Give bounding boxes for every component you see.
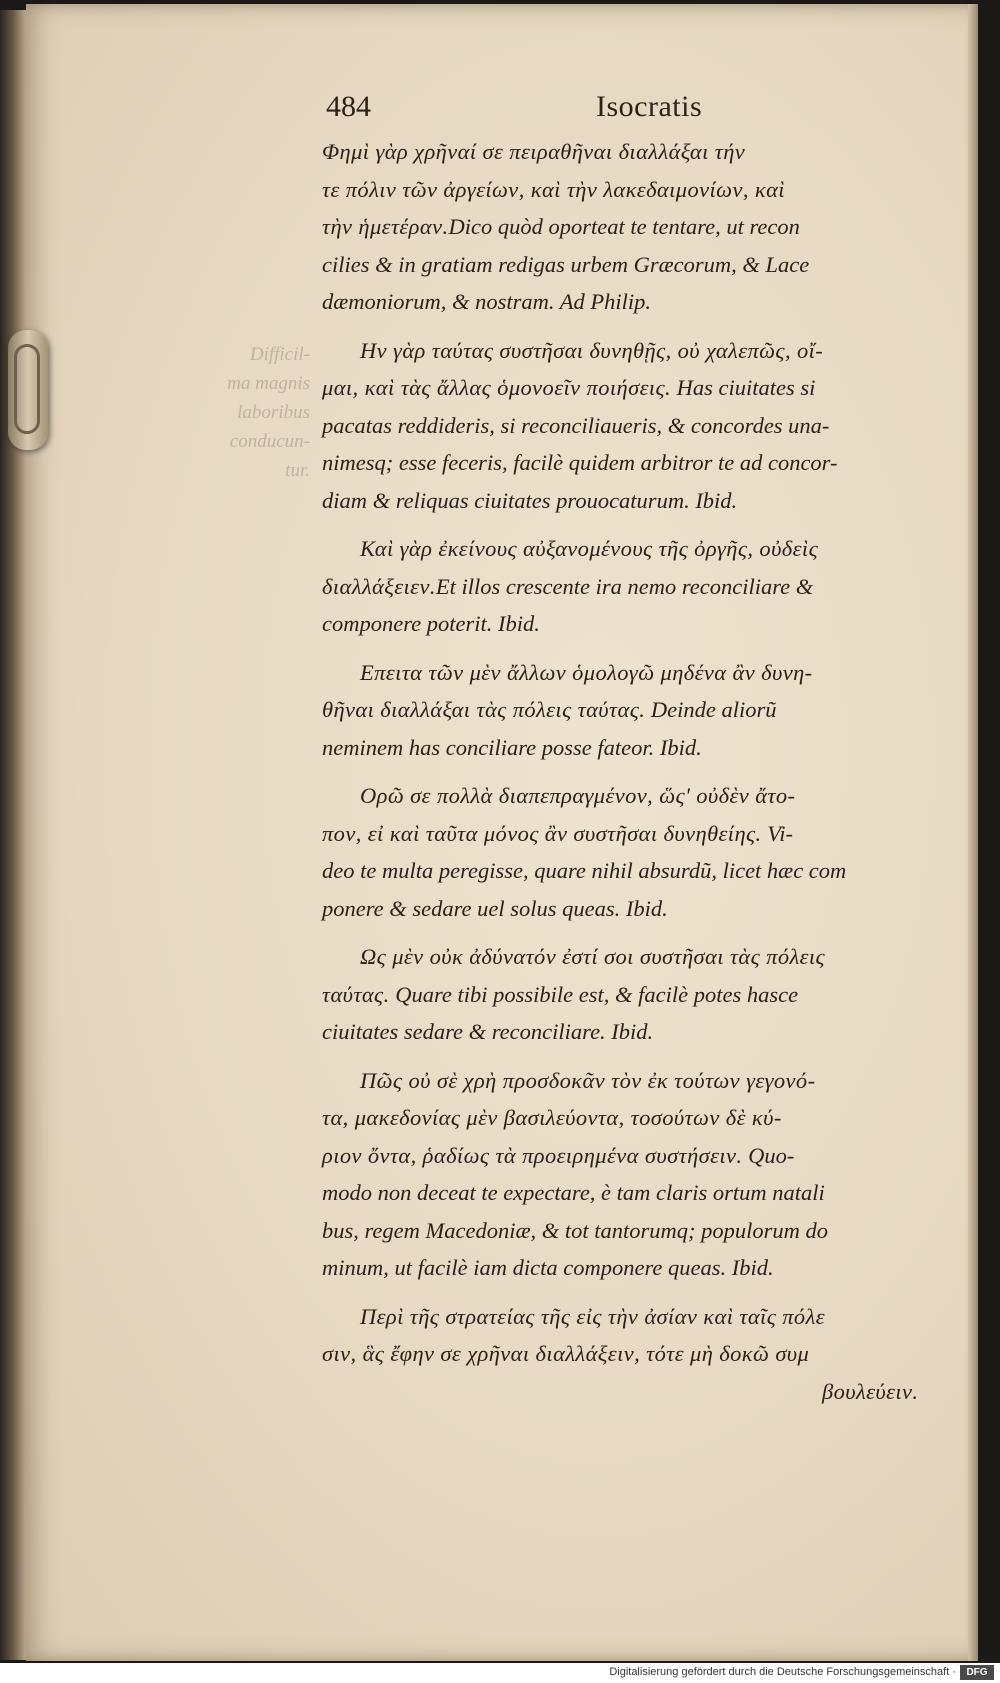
- latin-translation: Dico quòd oporteat te tentare, ut recon: [448, 214, 800, 239]
- digitization-credit: Digitalisierung gefördert durch die Deutsche Forschungsgemeinschaft ·: [609, 1666, 956, 1678]
- paragraph: [322, 1062, 967, 1287]
- clasp-ring: [14, 344, 40, 434]
- latin-translation: diam & reliquas ciuitates prouocaturum. Ibid.: [322, 487, 738, 513]
- margin-note-line: conducun-: [229, 431, 310, 452]
- latin-translation: ciuitates sedare & reconciliare. Ibid.: [322, 1019, 654, 1044]
- greek-quote: Καὶ γὰρ ἐκείνους αὐξανομένους τῆς ὀργῆς, οὐδεὶς: [360, 536, 819, 561]
- latin-translation: componere poterit. Ibid.: [322, 611, 540, 636]
- margin-note: [185, 340, 310, 485]
- greek-quote: ταύτας.: [322, 981, 390, 1007]
- greek-quote: μαι, καὶ τὰς ἄλλας ὁμονοεῖν ποιήσεις.: [322, 375, 672, 400]
- paragraph: [322, 654, 967, 767]
- greek-quote: διαλλάξειεν.: [322, 573, 436, 599]
- paragraph: [322, 530, 967, 643]
- greek-quote: τε πόλιν τῶν ἀργείων, καὶ τὴν λακεδαιμονίων, καὶ: [322, 176, 785, 202]
- latin-translation: modo non deceat te expectare, è tam claris ortum natali: [322, 1180, 825, 1205]
- latin-translation: dæmoniorum, & nostram. Ad Philip.: [322, 289, 651, 314]
- greek-quote: πον, εἰ καὶ ταῦτα μόνος ἂν συστῆσαι δυνηθείης.: [322, 820, 762, 846]
- paragraph: [322, 133, 967, 321]
- dfg-logo: DFG: [960, 1665, 994, 1680]
- running-title: Isocratis: [596, 90, 703, 123]
- greek-quote: βουλεύειν.: [822, 1378, 919, 1404]
- margin-note-line: tur.: [285, 460, 310, 481]
- latin-translation: neminem has conciliare posse fateor. Ibid.: [322, 734, 702, 760]
- latin-translation: pacatas reddideris, si reconciliaueris, & concordes una-: [322, 412, 830, 438]
- latin-translation: nimesq; esse feceris, facilè quidem arbitror te ad concor-: [322, 450, 838, 475]
- margin-note-line: laboribus: [237, 402, 310, 423]
- body-text: [322, 133, 967, 1421]
- paragraph: [322, 938, 967, 1051]
- greek-quote: τὴν ἡμετέραν.: [322, 214, 449, 239]
- greek-quote: ριον ὄντα, ῥαδίως τὰ προειρημένα συστήσειν.: [322, 1142, 743, 1168]
- greek-quote: Ως μὲν οὐκ ἀδύνατόν ἐστί σοι συστῆσαι τὰς πόλεις: [360, 944, 826, 969]
- latin-translation: cilies & in gratiam redigas urbem Græcorum, & Lace: [322, 251, 810, 277]
- latin-translation: Vi-: [767, 820, 794, 846]
- latin-translation: Quo-: [748, 1142, 795, 1168]
- page-number: 484: [326, 90, 371, 123]
- greek-quote: Πῶς οὐ σὲ χρὴ προσδοκᾶν τὸν ἐκ τούτων γεγονό-: [360, 1067, 816, 1093]
- greek-quote: Ορῶ σε πολλὰ διαπεπραγμένον, ὥς' οὐδὲν ἄτο-: [360, 783, 796, 808]
- margin-note-line: Difficil-: [249, 344, 310, 365]
- greek-quote: θῆναι διαλλάξαι τὰς πόλεις ταύτας.: [322, 697, 646, 722]
- paragraph: [322, 777, 967, 927]
- greek-quote: σιν, ἃς ἔφην σε χρῆναι διαλλάξειν, τότε μὴ δοκῶ συμ: [322, 1341, 810, 1366]
- page-edge: [968, 4, 978, 1661]
- latin-translation: bus, regem Macedoniæ, & tot tantorumq; populorum do: [322, 1217, 829, 1243]
- greek-quote: Ην γὰρ ταύτας συστῆσαι δυνηθῇς, οὐ χαλεπῶς, οἴ-: [360, 337, 824, 363]
- greek-quote: τα, μακεδονίας μὲν βασιλεύοντα, τοσούτων δὲ κύ-: [322, 1105, 782, 1130]
- latin-translation: minum, ut facilè iam dicta componere queas. Ibid.: [322, 1255, 774, 1280]
- latin-translation: Quare tibi possibile est, & facilè potes hasce: [395, 981, 799, 1007]
- latin-translation: deo te multa peregisse, quare nihil absurdũ, licet hæc com: [322, 858, 847, 883]
- latin-translation: Et illos crescente ira nemo reconciliare &: [435, 573, 814, 599]
- latin-translation: ponere & sedare uel solus queas. Ibid.: [322, 895, 668, 921]
- margin-note-line: ma magnis: [227, 373, 310, 394]
- running-head: [326, 90, 966, 134]
- binding-clasp: [8, 330, 48, 450]
- greek-quote: Φημὶ γὰρ χρῆναί σε πειραθῆναι διαλλάξαι τήν: [322, 139, 746, 164]
- latin-translation: Has ciuitates si: [676, 375, 816, 400]
- greek-quote: Περὶ τῆς στρατείας τῆς εἰς τὴν ἀσίαν καὶ ταῖς πόλε: [360, 1303, 825, 1329]
- paragraph: [322, 332, 967, 520]
- paragraph: [322, 1298, 967, 1411]
- greek-quote: Επειτα τῶν μὲν ἄλλων ὁμολογῶ μηδένα ἂν δυνη-: [360, 659, 813, 685]
- latin-translation: Deinde aliorũ: [650, 697, 777, 722]
